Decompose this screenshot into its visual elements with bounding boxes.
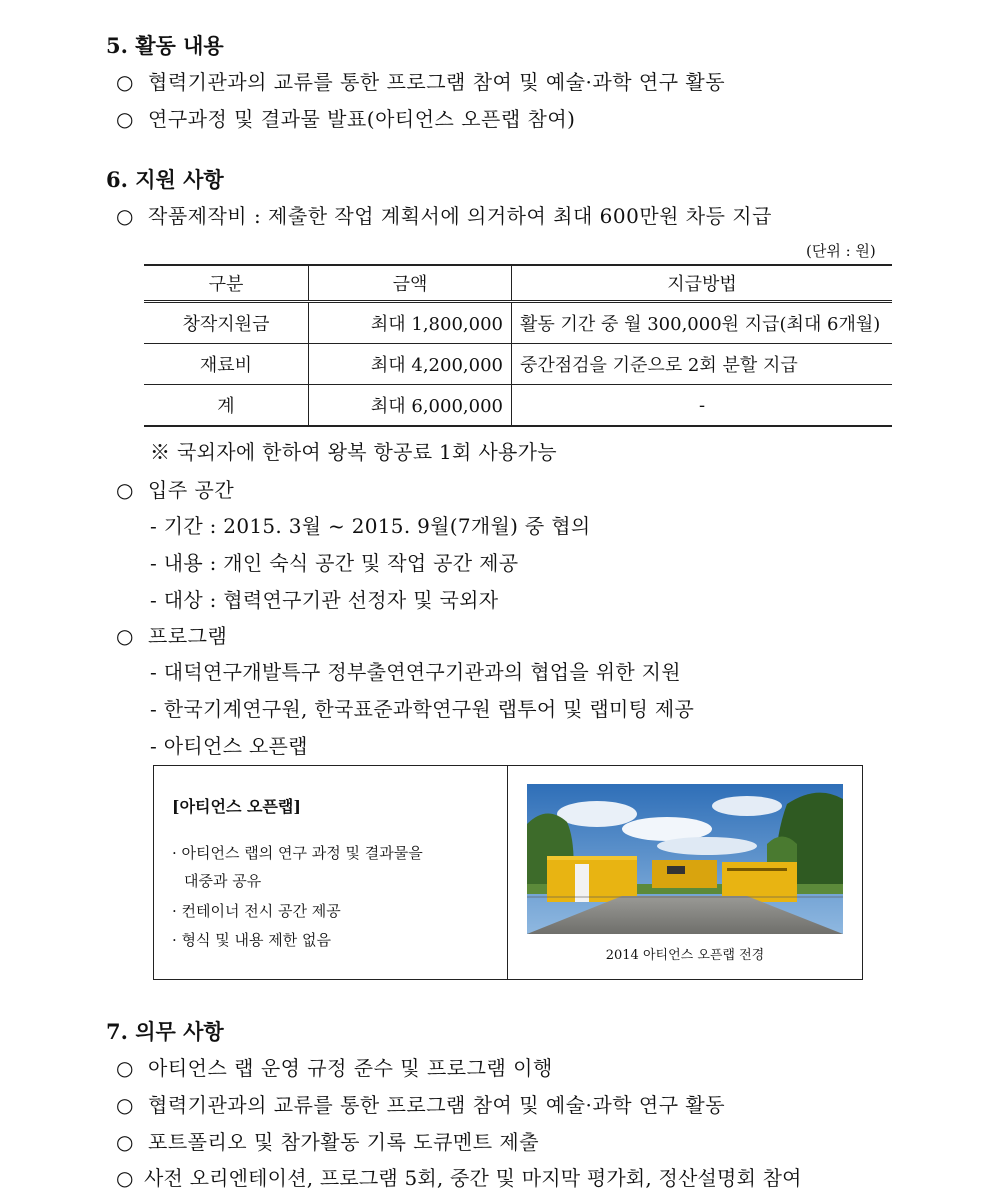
section-6-title: 6. 지원 사항	[106, 167, 224, 192]
section-7-title: 7. 의무 사항	[106, 1019, 224, 1044]
table-header-row	[144, 265, 892, 302]
photo-caption: 2014 아티언스 오픈랩 전경	[605, 948, 765, 963]
table-cell: 최대 1,800,000	[309, 302, 512, 344]
note-text: ※ 국외자에 한하여 왕복 항공료 1회 사용가능	[150, 440, 557, 464]
box-divider	[507, 766, 508, 979]
table-cell: 계	[144, 385, 309, 427]
openlab-line: 대중과 공유	[184, 872, 262, 890]
sub-item: - 대상 : 협력연구기관 선정자 및 국외자	[150, 588, 499, 612]
openlab-line: · 형식 및 내용 제한 없음	[172, 931, 332, 949]
table-cell: 창작지원금	[144, 302, 309, 344]
openlab-box	[153, 765, 863, 980]
list-item: ○ 아티언스 랩 운영 규정 준수 및 프로그램 이행	[116, 1056, 553, 1080]
list-item: ○ 협력기관과의 교류를 통한 프로그램 참여 및 예술·과학 연구 활동	[116, 1093, 726, 1117]
section-5-title: 5. 활동 내용	[106, 33, 224, 58]
table-row	[144, 302, 892, 344]
table-header-cell: 구분	[144, 265, 309, 302]
table-cell: 재료비	[144, 344, 309, 385]
table-header-cell: 금액	[309, 265, 512, 302]
list-item: ○ 사전 오리엔테이션, 프로그램 5회, 중간 및 마지막 평가회, 정산설명회 참여	[116, 1166, 802, 1190]
sub-item: - 기간 : 2015. 3월 ~ 2015. 9월(7개월) 중 협의	[150, 514, 591, 538]
openlab-line: · 아티언스 랩의 연구 과정 및 결과물을	[172, 844, 423, 862]
list-item: ○ 연구과정 및 결과물 발표(아티언스 오픈랩 참여)	[116, 107, 576, 131]
funding-table	[144, 264, 892, 427]
openlab-photo	[527, 784, 843, 934]
sub-item: - 한국기계연구원, 한국표준과학연구원 랩투어 및 랩미팅 제공	[150, 697, 695, 721]
list-item: ○ 프로그램	[116, 624, 228, 648]
table-cell: 중간점검을 기준으로 2회 분할 지급	[512, 344, 893, 385]
table-row	[144, 344, 892, 385]
table-cell: 최대 6,000,000	[309, 385, 512, 427]
list-item: ○ 작품제작비 : 제출한 작업 계획서에 의거하여 최대 600만원 차등 지급	[116, 204, 772, 228]
unit-label: (단위 : 원)	[806, 242, 876, 260]
sub-item: - 내용 : 개인 숙식 공간 및 작업 공간 제공	[150, 551, 519, 575]
list-item: ○ 입주 공간	[116, 478, 235, 502]
list-item: ○ 포트폴리오 및 참가활동 기록 도큐멘트 제출	[116, 1130, 540, 1154]
table-row	[144, 385, 892, 427]
table-cell: -	[512, 385, 893, 427]
list-item: ○ 협력기관과의 교류를 통한 프로그램 참여 및 예술·과학 연구 활동	[116, 70, 726, 94]
sub-item: - 대덕연구개발특구 정부출연연구기관과의 협업을 위한 지원	[150, 660, 681, 684]
table-cell: 활동 기간 중 월 300,000원 지급(최대 6개월)	[512, 302, 893, 344]
openlab-line: · 컨테이너 전시 공간 제공	[172, 902, 341, 920]
sub-item: - 아티언스 오픈랩	[150, 734, 308, 758]
openlab-title: [아티언스 오픈랩]	[172, 797, 301, 816]
table-cell: 최대 4,200,000	[309, 344, 512, 385]
table-header-cell: 지급방법	[512, 265, 893, 302]
